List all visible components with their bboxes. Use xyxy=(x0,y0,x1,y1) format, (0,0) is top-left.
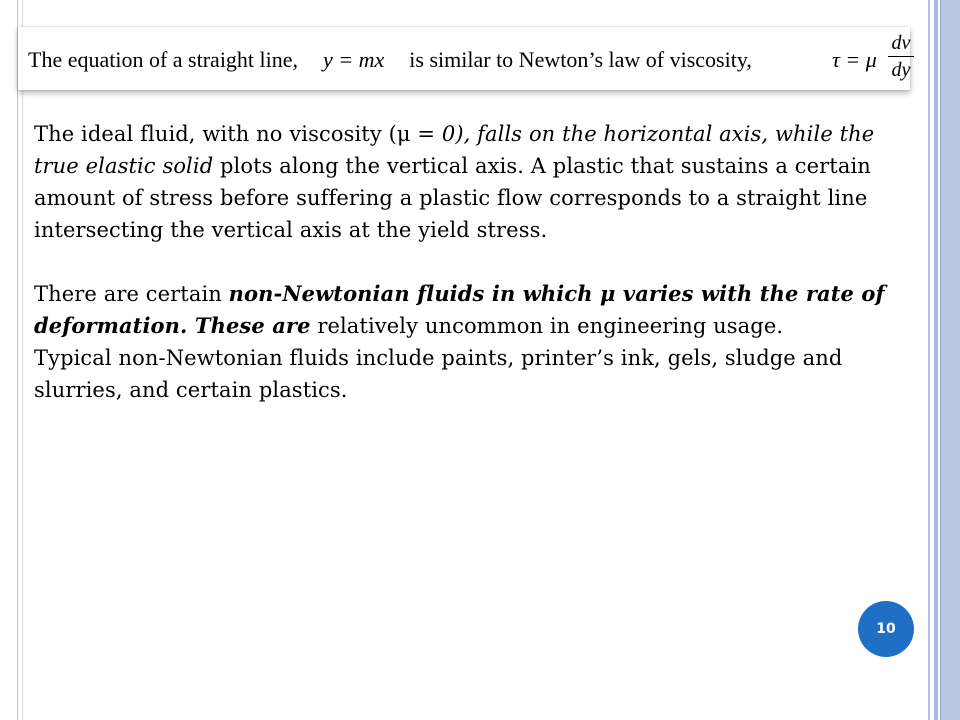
fraction-denominator: dy xyxy=(891,59,911,81)
paragraph-non-newtonian xyxy=(34,278,914,342)
paragraph2-part3: relatively uncommon in engineering usage. xyxy=(310,314,784,338)
paragraph1-part3: while the true elastic solid xyxy=(34,122,875,178)
line-equation: y = mx xyxy=(323,47,385,72)
velocity-gradient-fraction xyxy=(886,31,916,82)
equation-sentence xyxy=(28,47,752,73)
equation-banner xyxy=(18,27,910,90)
decor-bar-1 xyxy=(928,0,930,720)
fraction-numerator: dv xyxy=(891,32,911,54)
page-number-badge: 10 xyxy=(858,601,914,657)
paragraph-ideal-fluid xyxy=(34,118,914,246)
right-decorative-bars xyxy=(928,0,960,720)
equation-mid-text: is similar to Newton’s law of viscosity, xyxy=(409,47,752,72)
paragraph2-emphasis: non-Newtonian fluids in which μ varies with the rate of deformation. These are xyxy=(34,281,885,338)
paragraph1-part2: = 0), falls on the horizontal axis, xyxy=(417,122,769,146)
paragraph1-part1: The ideal fluid, with no viscosity (μ xyxy=(34,122,418,146)
left-rule xyxy=(17,0,23,720)
newton-law-lhs: τ = μ xyxy=(832,47,877,72)
decor-bar-3 xyxy=(940,0,960,720)
paragraph1-part4: plots along the vertical axis. A plastic that sustains a certain amount of stress before suffering a plastic flow corresponds to a straight line intersecting the vertical axis at the yield stress. xyxy=(34,154,871,242)
fraction-bar xyxy=(888,56,914,57)
equation-lead-text: The equation of a straight line, xyxy=(28,47,299,72)
paragraph2-part1: There are certain xyxy=(34,282,229,306)
slide-body xyxy=(34,118,914,406)
paragraph-typical-fluids: Typical non-Newtonian fluids include paints, printer’s ink, gels, sludge and slurries, and certain plastics. xyxy=(34,346,843,402)
decor-bar-2 xyxy=(934,0,938,720)
